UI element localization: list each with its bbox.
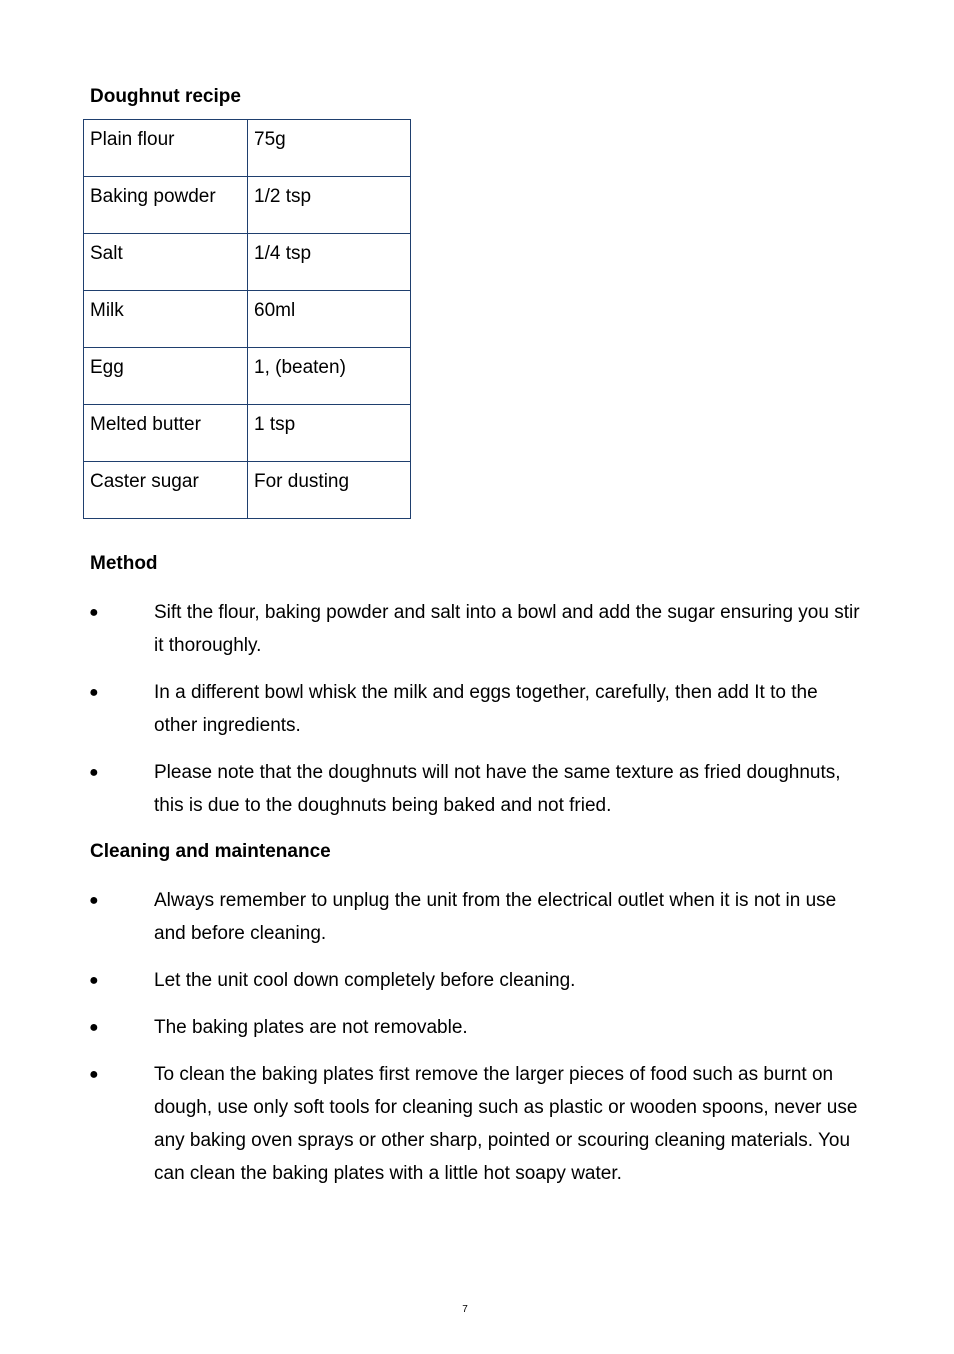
bullet-icon: ● [89, 604, 99, 621]
method-step-text: Sift the flour, baking powder and salt into a bowl and add the sugar ensuring you stir it thoroughly. [154, 602, 860, 656]
ingredient-amount: For dusting [248, 462, 411, 519]
bullet-icon: ● [89, 1066, 99, 1083]
bullet-icon: ● [89, 684, 99, 701]
bullet-icon: ● [89, 764, 99, 781]
list-item [0, 756, 954, 822]
cleaning-list [0, 884, 954, 1190]
list-item [0, 884, 954, 950]
cleaning-item-text: Always remember to unplug the unit from the electrical outlet when it is not in use and before cleaning. [154, 890, 837, 944]
ingredient-amount: 60ml [248, 291, 411, 348]
table-row [84, 405, 411, 462]
method-step-text: Please note that the doughnuts will not have the same texture as fried doughnuts, this is due to the doughnuts being baked and not fried. [154, 762, 841, 816]
ingredient-amount: 1/2 tsp [248, 177, 411, 234]
method-title: Method [90, 553, 158, 574]
ingredient-name: Milk [84, 291, 248, 348]
method-step-text: In a different bowl whisk the milk and eggs together, carefully, then add It to the other ingredients. [154, 682, 818, 736]
ingredients-table [83, 119, 411, 519]
list-item [0, 1011, 954, 1044]
cleaning-item-text: To clean the baking plates first remove the larger pieces of food such as burnt on dough, use only soft tools for cleaning such as plastic or wooden spoons, never use any baking oven sprays or other sharp, pointed or scouring cleaning materials. You can clean the baking plates with a little hot soapy water. [154, 1064, 858, 1184]
ingredient-name: Egg [84, 348, 248, 405]
method-steps-list [0, 596, 954, 822]
ingredient-amount: 75g [248, 120, 411, 177]
table-row [84, 177, 411, 234]
ingredient-amount: 1 tsp [248, 405, 411, 462]
page-number: 7 [462, 1304, 468, 1315]
ingredient-name: Salt [84, 234, 248, 291]
ingredient-name: Melted butter [84, 405, 248, 462]
bullet-icon: ● [89, 972, 99, 989]
table-row [84, 348, 411, 405]
bullet-icon: ● [89, 1019, 99, 1036]
recipe-title: Doughnut recipe [90, 86, 241, 107]
ingredient-name: Caster sugar [84, 462, 248, 519]
list-item [0, 1058, 954, 1190]
list-item [0, 596, 954, 662]
ingredient-amount: 1, (beaten) [248, 348, 411, 405]
ingredient-name: Plain flour [84, 120, 248, 177]
table-row [84, 291, 411, 348]
table-row [84, 462, 411, 519]
bullet-icon: ● [89, 892, 99, 909]
ingredient-amount: 1/4 tsp [248, 234, 411, 291]
table-row [84, 120, 411, 177]
cleaning-item-text: The baking plates are not removable. [154, 1017, 468, 1038]
ingredient-name: Baking powder [84, 177, 248, 234]
table-row [84, 234, 411, 291]
cleaning-item-text: Let the unit cool down completely before cleaning. [154, 970, 576, 991]
list-item [0, 676, 954, 742]
cleaning-title: Cleaning and maintenance [90, 841, 331, 862]
list-item [0, 964, 954, 997]
